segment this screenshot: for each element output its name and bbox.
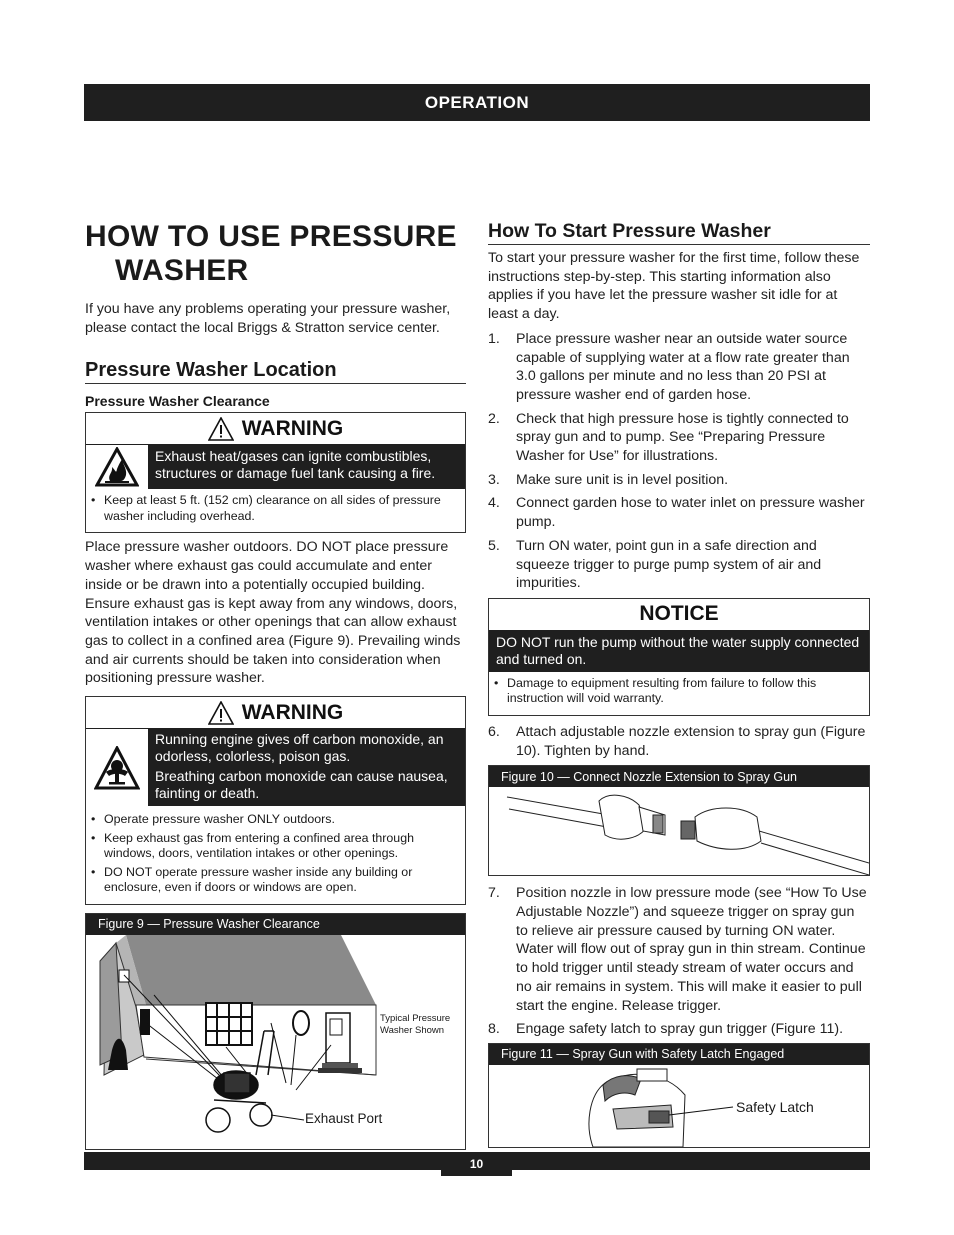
notice-message: DO NOT run the pump without the water supply connected and turned on. [489,630,869,672]
placement-paragraph: Place pressure washer outdoors. DO NOT place pressure washer where exhaust gas could accumulate and enter inside or be drawn into a potentially occupied building. Ensure exhaust gas is kept away from any windows, doors, ventilation intakes or other openings that can allow exhaust gas to collect in a confined area (Figure 9). Prevailing winds and air currents should be taken into consideration when positioning pressure washer. [85,539,461,687]
figure-10 [488,765,870,876]
fire-hazard-icon [86,444,149,489]
list-item: 7. Position nozzle in low pressure mode (see “How To Use Adjustable Nozzle”) and squeeze trigger on spray gun to relieve air pressure caused by turning ON water. Water will flow out of spray gun in thin stream. Continue to hold trigger until steady stream of water occurs and no air remains in system. This will make it easier to pull start the engine. Release trigger. [488,885,867,1014]
notice-title: NOTICE [639,602,719,626]
section-header [84,84,870,121]
warning-message [86,728,465,806]
warning-message [86,444,465,489]
page-title-line1: HOW TO USE PRESSURE [85,220,457,253]
list-item: 5. Turn ON water, point gun in a safe direction and squeeze trigger to purge pump system of air and impurities. [488,537,822,592]
figure-9 [85,913,466,1150]
warning-bullet: • Keep exhaust gas from entering a confined area through windows, doors, ventilation intakes or other openings. [104,831,459,862]
figure-caption: Figure 9 — Pressure Washer Clearance [86,914,465,935]
nozzle-extension-illustration [489,787,869,875]
figure-label-safety-latch: Safety Latch [736,1098,814,1115]
start-steps-list-3 [488,884,870,1039]
warning-bullet: • Operate pressure washer ONLY outdoors. [104,812,459,828]
warning-title: WARNING [86,697,465,728]
start-steps-list [488,330,870,593]
house-clearance-illustration [86,935,465,1149]
left-column [85,220,466,1150]
list-item: 8. Engage safety latch to spray gun trigger (Figure 11). [488,1021,844,1038]
warning-line: Breathing carbon monoxide can cause nausea, fainting or death. [155,768,448,802]
right-column [488,220,870,1148]
figure-caption: Figure 10 — Connect Nozzle Extension to Spray Gun [489,766,869,787]
warning-line: Exhaust heat/gases can ignite combustibles, structures or damage fuel tank causing a fire. [155,448,436,482]
clearance-heading: Pressure Washer Clearance [85,393,270,410]
start-steps-list-2 [488,723,870,760]
warning-bullet: • Keep at least 5 ft. (152 cm) clearance on all sides of pressure washer including overhead. [104,493,459,524]
warning-title: WARNING [86,413,465,444]
page-number: 10 [441,1152,512,1176]
list-item: 4. Connect garden hose to water inlet on pressure washer pump. [488,495,865,531]
alert-triangle-icon [208,417,234,441]
alert-triangle-icon [208,701,234,725]
warning-box-fire [85,412,466,533]
notice-bullet: • Damage to equipment resulting from failure to follow this instruction will void warranty. [507,676,863,707]
list-item: 6. Attach adjustable nozzle extension to spray gun (Figure 10). Tighten by hand. [488,723,866,759]
location-heading: Pressure Washer Location [85,359,466,384]
start-intro: To start your pressure washer for the first time, follow these instructions step-by-step. This starting information also applies if you have let the pressure washer sit idle for at least a day. [488,250,860,323]
intro-paragraph: If you have any problems operating your pressure washer, please contact the local Briggs & Stratton service center. [85,301,451,336]
list-item: 3. Make sure unit is in level position. [488,471,729,488]
figure-label-typical: Typical Pressure Washer Shown [380,1012,451,1036]
figure-label-exhaust-port: Exhaust Port [305,1110,383,1126]
list-item: 1. Place pressure washer near an outside water source capable of supplying water at a flow rate greater than 3.0 gallons per minute and no less than 20 PSI at pressure washer end of garden hose. [488,330,850,403]
warning-box-carbon-monoxide [85,696,466,905]
notice-box [488,598,870,716]
warning-line: Running engine gives off carbon monoxide, an odorless, colorless, poison gas. [155,731,444,765]
warning-bullet: • DO NOT operate pressure washer inside any building or enclosure, even if doors or windows are open. [104,865,459,896]
page-title [85,220,466,288]
section-title: OPERATION [424,92,530,112]
poison-gas-icon [86,728,149,806]
figure-11 [488,1043,870,1148]
list-item: 2. Check that high pressure hose is tightly connected to spray gun and to pump. See “Preparing Pressure Washer for Use” for illustrations. [488,410,849,465]
figure-caption: Figure 11 — Spray Gun with Safety Latch Engaged [489,1044,869,1065]
page-title-line2: WASHER [115,254,249,287]
start-heading: How To Start Pressure Washer [488,220,870,245]
